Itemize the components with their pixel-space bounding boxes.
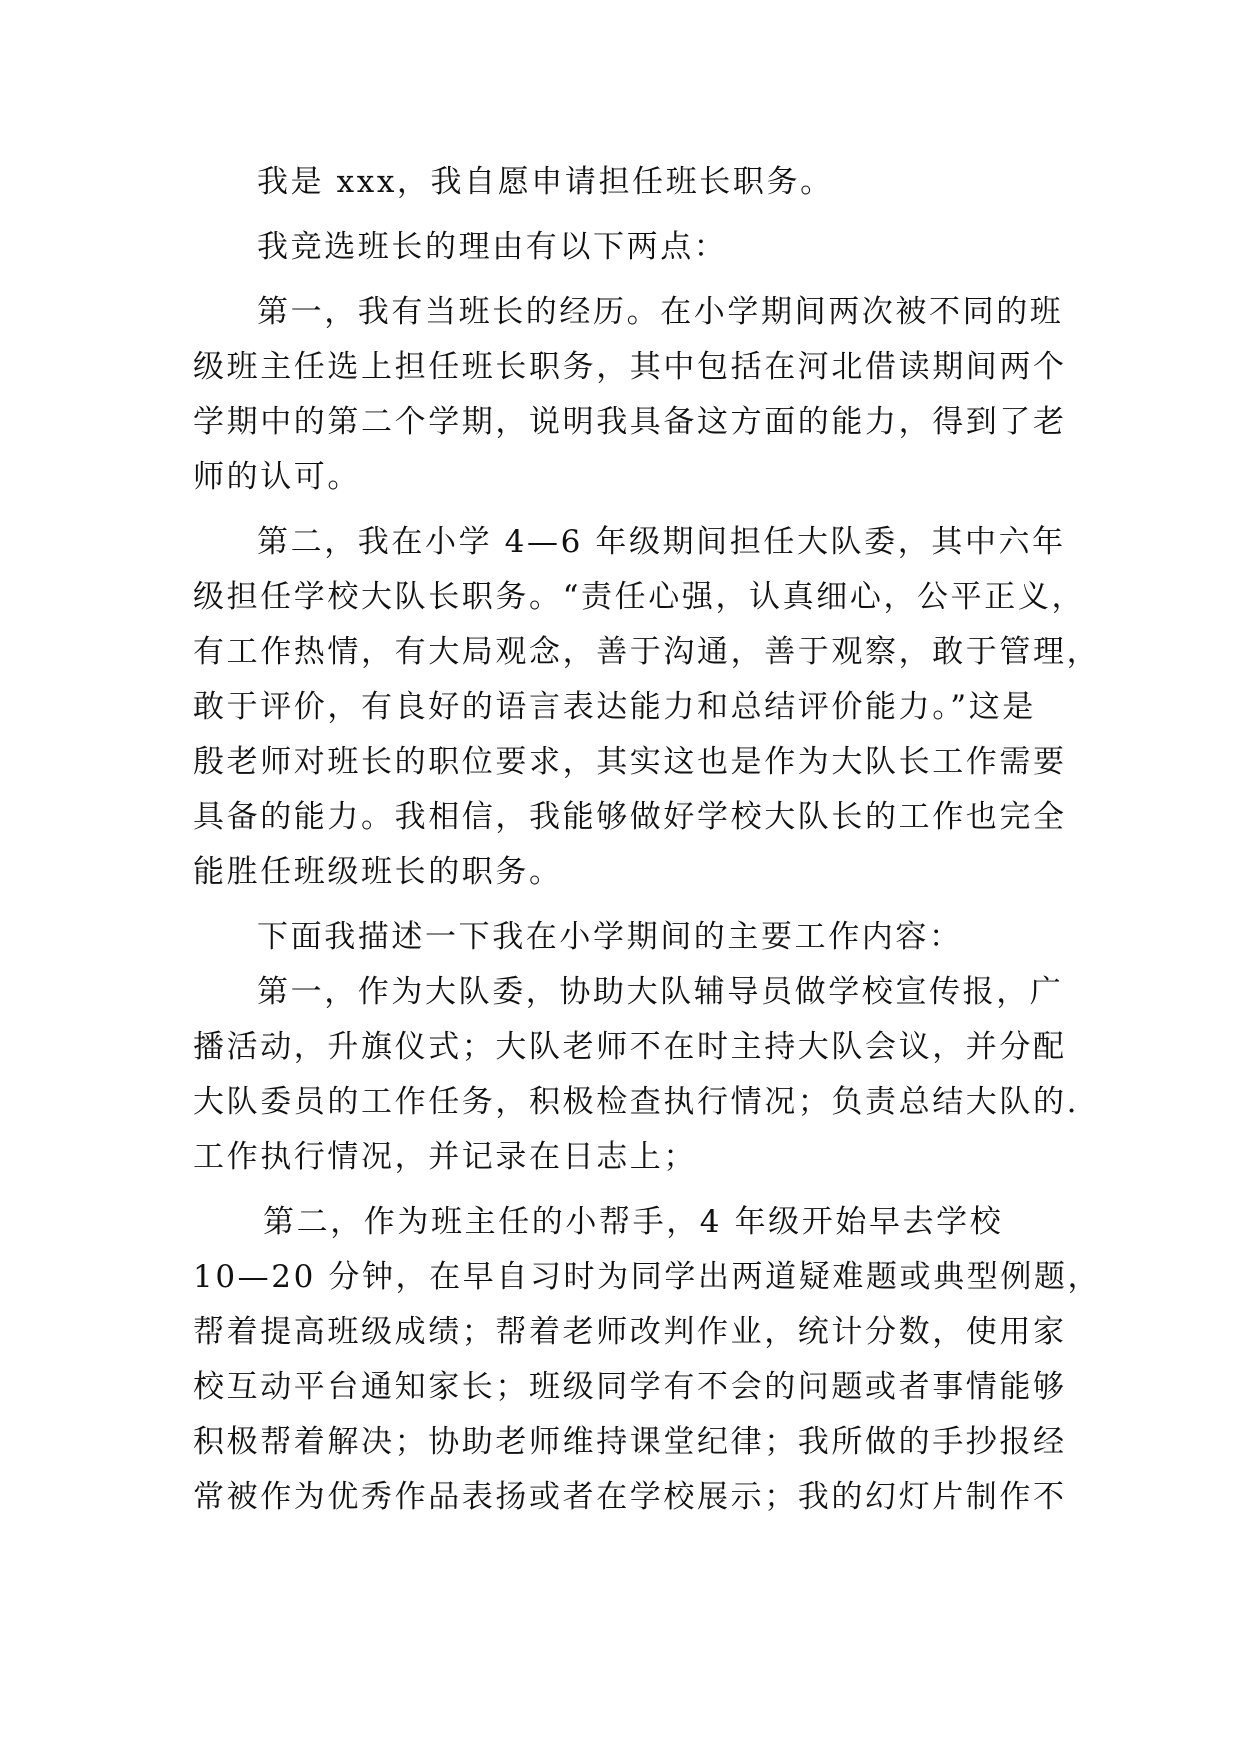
paragraph-line: 师的认可。 — [193, 459, 361, 495]
paragraph-line: 能胜任班级班长的职务。 — [193, 854, 563, 890]
paragraph-line: 有工作热情，有大局观念，善于沟通，善于观察，敢于管理， — [193, 634, 1101, 670]
paragraph-line: 第二，作为班主任的小帮手，4 年级开始早去学校 — [263, 1204, 1004, 1240]
paragraph-line: 10—20 分钟，在早自习时为同学出两道疑难题或典型例题， — [193, 1259, 1102, 1295]
paragraph-line: 工作执行情况，并记录在日志上； — [193, 1139, 697, 1175]
paragraph-line: 常被作为优秀作品表扬或者在学校展示；我的幻灯片制作不 — [193, 1479, 1067, 1515]
paragraph-line: 积极帮着解决；协助老师维持课堂纪律；我所做的手抄报经 — [193, 1424, 1067, 1460]
paragraph-line: 我竞选班长的理由有以下两点： — [257, 229, 728, 265]
paragraph-line: 校互动平台通知家长；班级同学有不会的问题或者事情能够 — [193, 1369, 1067, 1405]
paragraph-line: 下面我描述一下我在小学期间的主要工作内容： — [257, 919, 963, 955]
paragraph-line: 级担任学校大队长职务。“责任心强，认真细心，公平正义， — [193, 579, 1086, 615]
document-body — [193, 155, 1102, 1525]
paragraph-line: 第一，作为大队委，协助大队辅导员做学校宣传报，广 — [257, 974, 1064, 1010]
paragraph-line: 第一，我有当班长的经历。在小学期间两次被不同的班 — [257, 294, 1064, 330]
paragraph-line: 大队委员的工作任务，积极检查执行情况；负责总结大队的. — [193, 1084, 1080, 1120]
paragraph-line: 帮着提高班级成绩；帮着老师改判作业，统计分数，使用家 — [193, 1314, 1067, 1350]
paragraph-line: 具备的能力。我相信，我能够做好学校大队长的工作也完全 — [193, 799, 1067, 835]
paragraph-line: 第二，我在小学 4—6 年级期间担任大队委，其中六年 — [257, 524, 1066, 560]
paragraph-line: 播活动，升旗仪式；大队老师不在时主持大队会议，并分配 — [193, 1029, 1067, 1065]
paragraph-line: 我是 xxx，我自愿申请担任班长职务。 — [257, 164, 834, 200]
paragraph-line: 学期中的第二个学期，说明我具备这方面的能力，得到了老 — [193, 404, 1067, 440]
paragraph-line: 级班主任选上担任班长职务，其中包括在河北借读期间两个 — [193, 349, 1067, 385]
paragraph-line: 殷老师对班长的职位要求，其实这也是作为大队长工作需要 — [193, 744, 1067, 780]
paragraph-line: 敢于评价，有良好的语言表达能力和总结评价能力。”这是 — [193, 689, 1036, 725]
